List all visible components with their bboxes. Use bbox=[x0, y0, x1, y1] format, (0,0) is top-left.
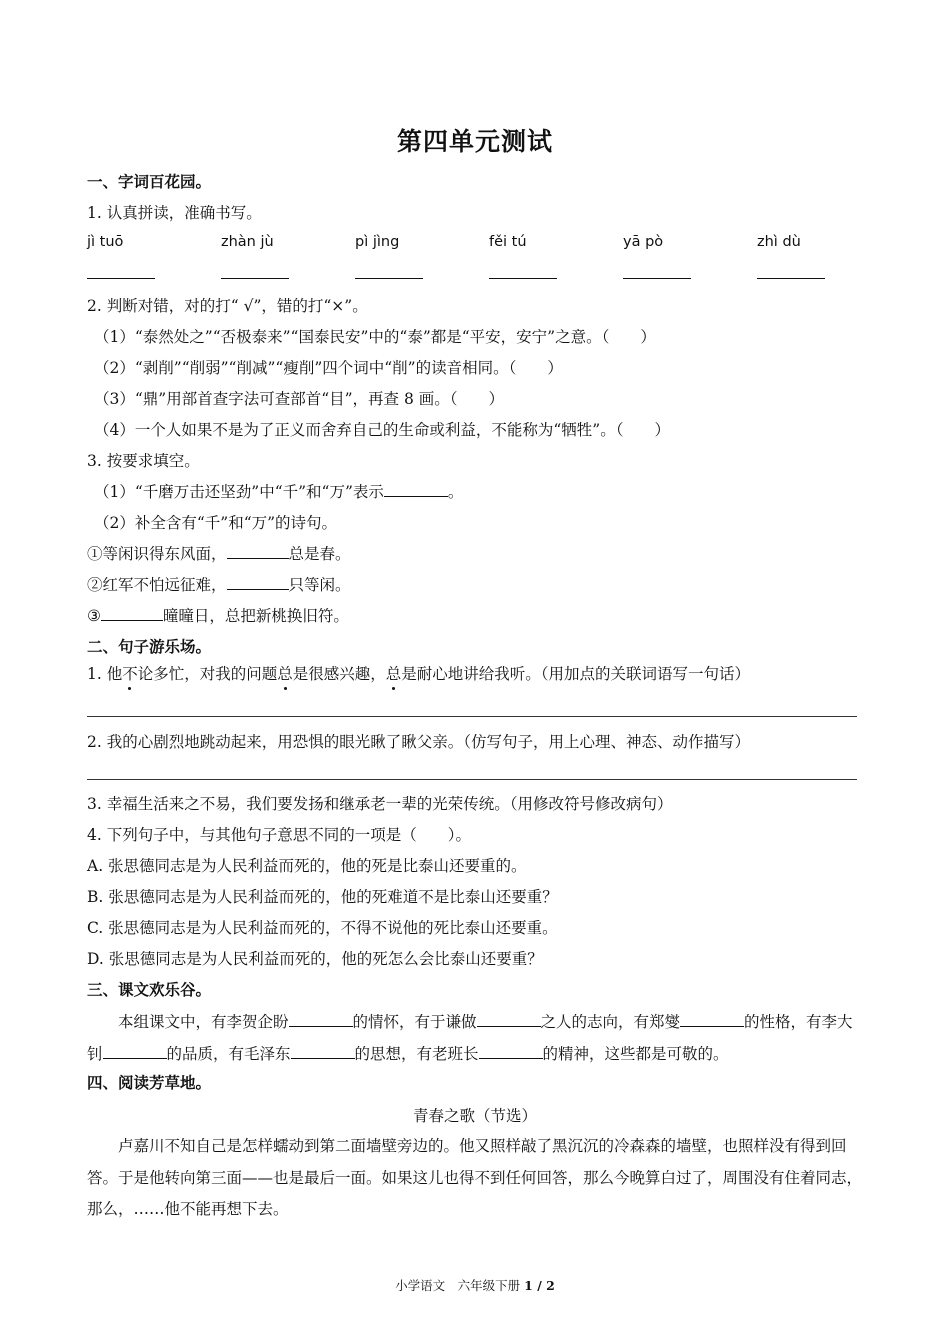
sentence-task-4: 4. 下列句子中，与其他句子意思不同的一项是（ ）。 bbox=[87, 826, 471, 844]
pinyin-item bbox=[221, 234, 311, 250]
dotted-char: 总 bbox=[385, 665, 402, 683]
sentence-text: 是很感兴趣， bbox=[292, 665, 386, 683]
pinyin-item bbox=[87, 234, 177, 250]
poem-line bbox=[87, 606, 349, 626]
poem-text: ①等闲识得东风面， bbox=[87, 545, 227, 563]
question-1-3: 3. 按要求填空。 bbox=[87, 452, 200, 470]
sentence-text: 论多忙，对我的问题 bbox=[137, 665, 278, 683]
passage-title: 青春之歌（节选） bbox=[412, 1107, 537, 1125]
answer-blank[interactable] bbox=[623, 278, 691, 279]
section-1-heading: 一、字词百花园。 bbox=[87, 172, 212, 191]
poem-text: 总是春。 bbox=[288, 545, 351, 563]
option-b[interactable]: B. 张思德同志是为人民利益而死的，他的死难道不是比泰山还要重？ bbox=[87, 888, 558, 906]
pinyin-text: pì jìng bbox=[355, 234, 400, 250]
sentence-text: 1. 他 bbox=[87, 665, 123, 683]
para-text: 的品质，有毛泽东 bbox=[166, 1044, 291, 1063]
answer-blank[interactable] bbox=[101, 606, 163, 621]
passage-text: 卢嘉川不知自己是怎样蠕动到第二面墙壁旁边的。他又照样敲了黑沉沉的冷森森的墙壁，也照样没有得到回答。于是他转向第三面——也是最后一面。如果这儿也得不到任何回答，那么今晚算白过了，周围没有住着同志，那么，……他不能再想下去。 bbox=[87, 1137, 863, 1218]
section-4-heading: 四、阅读芳草地。 bbox=[87, 1073, 212, 1092]
sentence-task-3: 3. 幸福生活来之不易，我们要发扬和继承老一辈的光荣传统。（用修改符号修改病句） bbox=[87, 795, 673, 813]
pinyin-row bbox=[87, 234, 847, 294]
para-text: 的情怀，有于谦做 bbox=[352, 1013, 477, 1031]
pinyin-text: yā pò bbox=[623, 234, 664, 250]
para-text: 的精神，这些都是可敬的。 bbox=[542, 1044, 729, 1063]
question-1-1: 1. 认真拼读，准确书写。 bbox=[87, 204, 262, 222]
answer-blank[interactable] bbox=[227, 575, 289, 590]
answer-blank[interactable] bbox=[384, 482, 448, 497]
pinyin-text: jì tuō bbox=[87, 234, 124, 250]
pinyin-text: zhì dù bbox=[757, 234, 801, 250]
fill-item bbox=[94, 482, 463, 502]
answer-blank[interactable] bbox=[103, 1044, 167, 1059]
answer-blank[interactable] bbox=[489, 278, 557, 279]
fill-text: （1）“千磨万击还坚劲”中“千”和“万”表示 bbox=[94, 483, 384, 501]
dotted-char: 总 bbox=[277, 665, 293, 683]
text-fill-paragraph bbox=[87, 1007, 865, 1070]
answer-blank[interactable] bbox=[757, 278, 825, 279]
answer-blank[interactable] bbox=[87, 278, 155, 279]
pinyin-text: zhàn jù bbox=[221, 234, 274, 250]
answer-blank[interactable] bbox=[291, 1044, 355, 1059]
fill-instruction: （2）补全含有“千”和“万”的诗句。 bbox=[94, 514, 338, 532]
poem-text: ②红军不怕远征难， bbox=[87, 576, 227, 594]
footer-text: 小学语文 六年级下册 bbox=[395, 1278, 525, 1293]
poem-line bbox=[87, 544, 351, 564]
judge-item[interactable]: （3）“鼎”用部首查字法可查部首“目”，再查 8 画。（ ） bbox=[94, 390, 505, 408]
pinyin-item bbox=[489, 234, 579, 250]
pinyin-item bbox=[355, 234, 445, 250]
pinyin-item bbox=[623, 234, 713, 250]
answer-blank[interactable] bbox=[479, 1044, 543, 1059]
question-1-2: 2. 判断对错，对的打“ √”，错的打“×”。 bbox=[87, 297, 368, 315]
para-text: 之人的志向，有郑燮 bbox=[540, 1013, 681, 1031]
para-text: 本组课文中，有李贺企盼 bbox=[118, 1013, 289, 1031]
answer-blank[interactable] bbox=[221, 278, 289, 279]
section-2-heading: 二、句子游乐场。 bbox=[87, 637, 212, 656]
option-d[interactable]: D. 张思德同志是为人民利益而死的，他的死怎么会比泰山还要重？ bbox=[87, 950, 543, 968]
sentence-text: 是耐心地讲给我听。（用加点的关联词语写一句话） bbox=[401, 665, 751, 683]
answer-blank[interactable] bbox=[355, 278, 423, 279]
pinyin-text: fěi tú bbox=[489, 234, 527, 250]
poem-text: 曈曈日，总把新桃换旧符。 bbox=[162, 607, 349, 625]
page-title: 第四单元测试 bbox=[396, 127, 553, 156]
para-text: 的性格，有李大钊 bbox=[87, 1013, 853, 1063]
judge-item[interactable]: （2）“剥削”“削弱”“削减”“瘦削”四个词中“削”的读音相同。（ ） bbox=[94, 359, 563, 377]
option-c[interactable]: C. 张思德同志是为人民利益而死的，不得不说他的死比泰山还要重。 bbox=[87, 919, 558, 937]
judge-item[interactable]: （4）一个人如果不是为了正义而舍弃自己的生命或利益，不能称为“牺牲”。（ ） bbox=[94, 421, 670, 439]
answer-blank[interactable] bbox=[289, 1012, 353, 1027]
page-number: 1 / 2 bbox=[524, 1278, 555, 1293]
para-text: 的思想，有老班长 bbox=[354, 1044, 479, 1063]
fill-text: 。 bbox=[447, 483, 464, 501]
answer-line[interactable] bbox=[87, 779, 857, 780]
page-footer bbox=[0, 1276, 950, 1294]
poem-text: ③ bbox=[87, 607, 101, 625]
answer-blank[interactable] bbox=[477, 1012, 541, 1027]
poem-text: 只等闲。 bbox=[288, 576, 351, 594]
section-3-heading: 三、课文欢乐谷。 bbox=[87, 980, 212, 999]
answer-blank[interactable] bbox=[227, 544, 289, 559]
answer-blank[interactable] bbox=[680, 1012, 744, 1027]
pinyin-item bbox=[757, 234, 847, 250]
option-a[interactable]: A. 张思德同志是为人民利益而死的，他的死是比泰山还要重的。 bbox=[87, 857, 527, 875]
sentence-task-1 bbox=[87, 664, 750, 684]
dotted-char: 不 bbox=[122, 665, 138, 683]
sentence-task-2: 2. 我的心剧烈地跳动起来，用恐惧的眼光瞅了瞅父亲。（仿写句子，用上心理、神态、动作描写） bbox=[87, 733, 750, 751]
answer-line[interactable] bbox=[87, 716, 857, 717]
poem-line bbox=[87, 575, 351, 595]
judge-item[interactable]: （1）“泰然处之”“否极泰来”“国泰民安”中的“泰”都是“平安，安宁”之意。（ ） bbox=[94, 328, 656, 346]
